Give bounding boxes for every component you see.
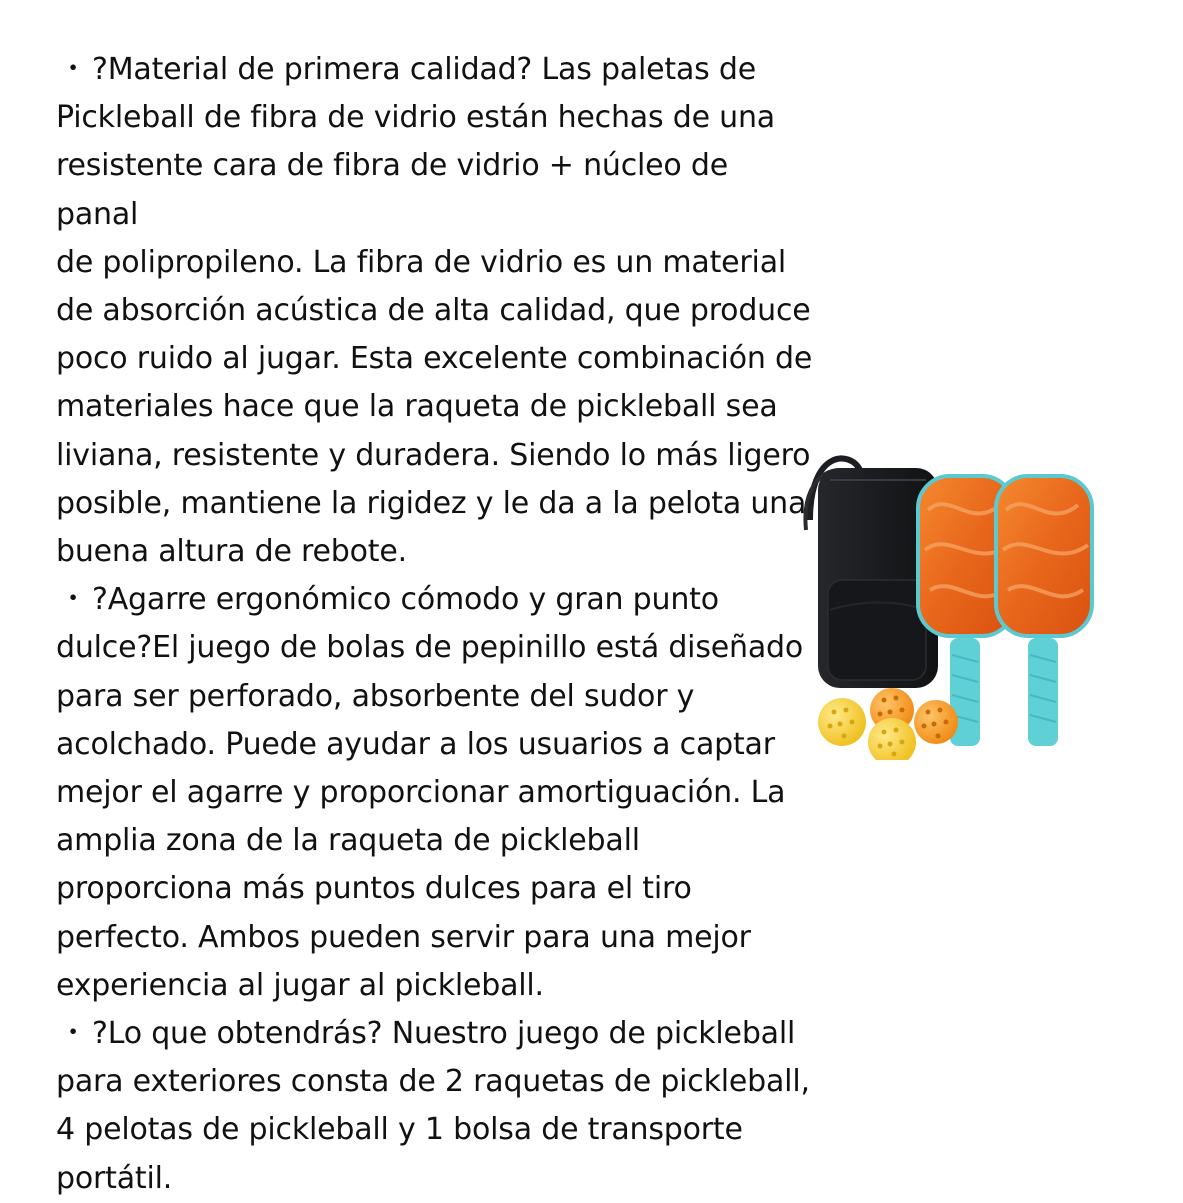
feature-contents xyxy=(56,1010,816,1203)
text-line: poco ruido al jugar. Esta excelente combinación de xyxy=(56,341,813,377)
text-line: resistente cara de fibra de vidrio + núcleo de panal xyxy=(56,148,728,232)
text-line: amplia zona de la raqueta de pickleball xyxy=(56,823,640,859)
text-line: de polipropileno. La fibra de vidrio es un material xyxy=(56,244,787,280)
bag-pocket xyxy=(828,580,926,680)
paddle-face xyxy=(996,476,1092,636)
text-line: materiales hace que la raqueta de pickleball sea xyxy=(56,389,778,425)
bullet-marker: ・ xyxy=(58,1016,88,1052)
text-line: perfecto. Ambos pueden servir para una mejor xyxy=(56,919,751,955)
text-line: mejor el agarre y proporcionar amortiguación. La xyxy=(56,775,786,811)
feature-grip xyxy=(56,576,816,1010)
text-line: buena altura de rebote. xyxy=(56,534,407,570)
text-line-content: ?Agarre ergonómico cómodo y gran punto xyxy=(92,582,719,618)
bullet-marker: ・ xyxy=(58,582,88,618)
text-line: 4 pelotas de pickleball y 1 bolsa de transporte xyxy=(56,1112,743,1148)
text-line-content: ?Material de primera calidad? Las paletas de xyxy=(92,52,756,87)
bullet-marker: ・ xyxy=(58,52,88,87)
text-line: posible, mantiene la rigidez y le da a la pelota una xyxy=(56,485,807,521)
description-text xyxy=(56,46,816,1203)
text-line: proporciona más puntos dulces para el tiro xyxy=(56,871,692,907)
paddle xyxy=(996,476,1092,746)
text-line: para ser perforado, absorbente del sudor y xyxy=(56,678,695,714)
text-line: experiencia al jugar al pickleball. xyxy=(56,967,544,1003)
text-line xyxy=(56,46,816,94)
text-line xyxy=(56,576,816,624)
product-image xyxy=(800,450,1100,760)
ball xyxy=(914,700,958,744)
text-line: para exteriores consta de 2 raquetas de pickleball, xyxy=(56,1064,810,1100)
text-line: dulce?El juego de bolas de pepinillo está diseñado xyxy=(56,630,804,666)
text-line-content: ?Lo que obtendrás? Nuestro juego de pickleball xyxy=(92,1016,796,1052)
text-line: liviana, resistente y duradera. Siendo lo más ligero xyxy=(56,437,811,473)
text-line xyxy=(56,1010,816,1058)
ball xyxy=(818,698,866,746)
feature-material xyxy=(56,46,816,576)
text-line: de absorción acústica de alta calidad, que produce xyxy=(56,293,811,329)
paddle-handle xyxy=(1028,638,1058,746)
text-line: Pickleball de fibra de vidrio están hechas de una xyxy=(56,100,775,136)
text-line: acolchado. Puede ayudar a los usuarios a captar xyxy=(56,726,775,762)
ball xyxy=(868,718,916,760)
ball-yellow xyxy=(818,698,866,746)
product-illustration xyxy=(800,450,1100,760)
text-line: portátil. xyxy=(56,1160,173,1196)
